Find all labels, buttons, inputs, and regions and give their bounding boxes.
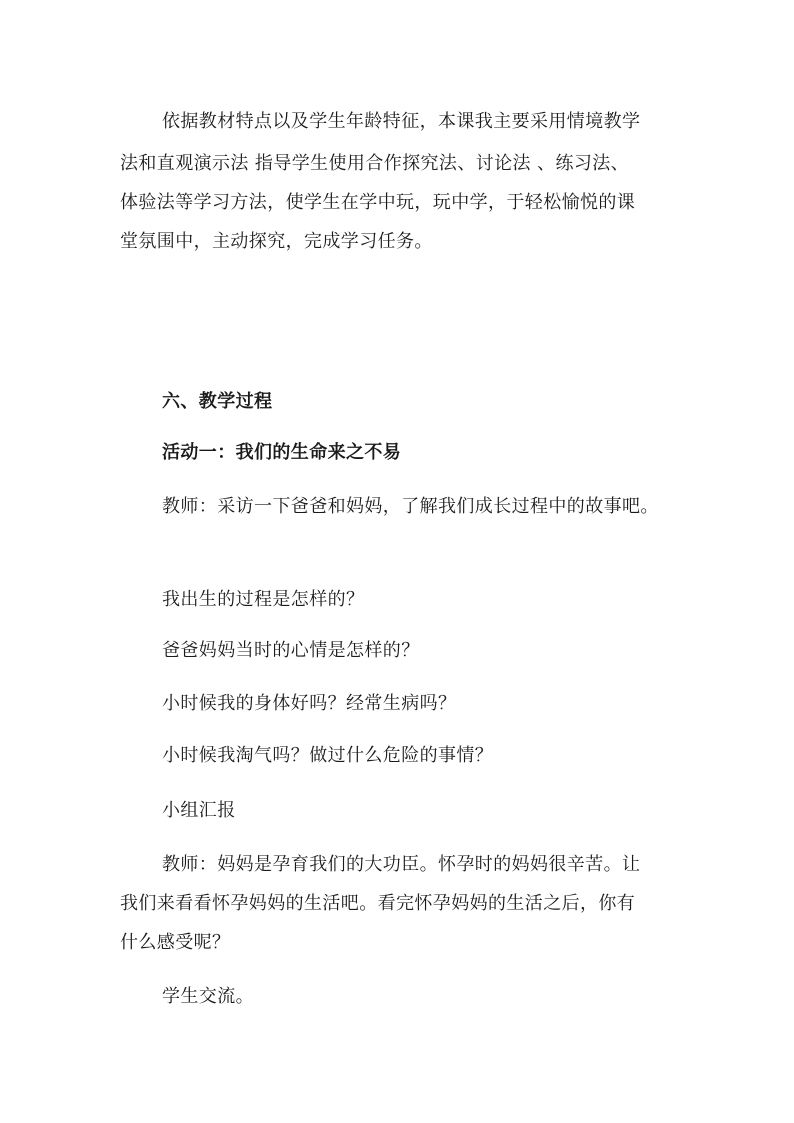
question-item: 爸爸妈妈当时的心情是怎样的？ <box>162 640 420 661</box>
intro-paragraph-line: 体验法等学习方法，使学生在学中玩，玩中学，于轻松愉悦的课 <box>120 192 636 213</box>
activity-title: 活动一：我们的生命来之不易 <box>162 442 402 463</box>
question-item: 小时候我的身体好吗？经常生病吗？ <box>162 693 457 714</box>
intro-paragraph-line: 堂氛围中，主动探究，完成学习任务。 <box>120 231 433 252</box>
question-item: 小时候我淘气吗？做过什么危险的事情？ <box>162 745 494 766</box>
question-item: 我出生的过程是怎样的？ <box>162 589 365 610</box>
intro-paragraph-line: 法和直观演示法 指导学生使用合作探究法、讨论法 、练习法、 <box>120 153 630 174</box>
teacher-prompt-2-line: 教师：妈妈是孕育我们的大功臣。怀孕时的妈妈很辛苦。让 <box>162 854 641 875</box>
student-exchange: 学生交流。 <box>162 986 254 1007</box>
intro-paragraph-line: 依据教材特点以及学生年龄特征，本课我主要采用情境教学 <box>162 111 641 132</box>
teacher-prompt-1: 教师：采访一下爸爸和妈妈，了解我们成长过程中的故事吧。 <box>162 496 659 517</box>
teacher-prompt-2-line: 我们来看看怀孕妈妈的生活吧。看完怀孕妈妈的生活之后，你有 <box>120 893 636 914</box>
group-report: 小组汇报 <box>162 800 236 821</box>
teacher-prompt-2-line: 什么感受呢？ <box>120 932 231 953</box>
section-heading: 六、教学过程 <box>162 391 273 412</box>
